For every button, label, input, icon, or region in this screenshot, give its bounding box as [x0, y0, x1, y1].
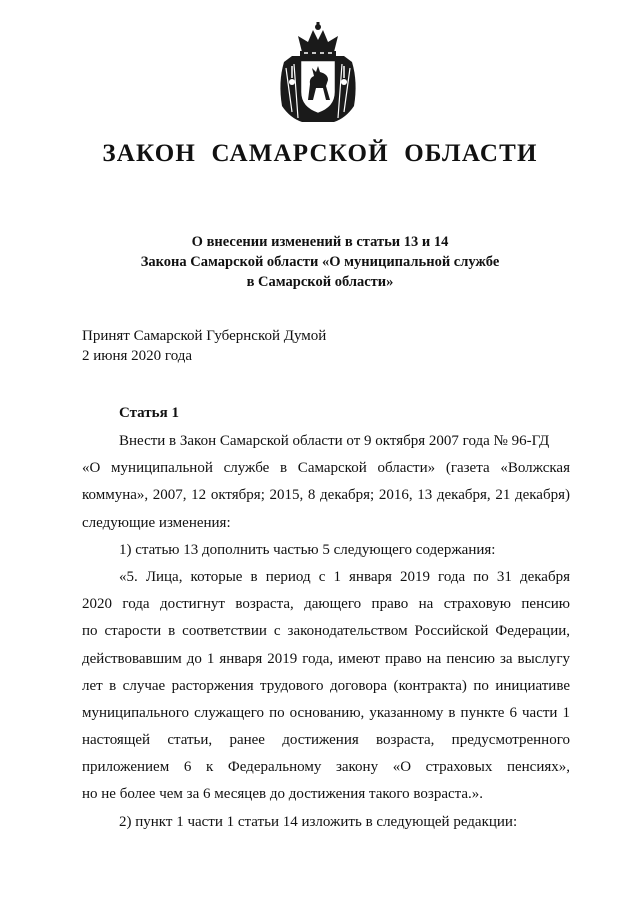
samara-coat-of-arms-icon: [276, 22, 360, 126]
law-subject: [60, 232, 580, 292]
adopted-by: Принят Самарской Губернской Думой: [82, 328, 327, 344]
law-title: ЗАКОН САМАРСКОЙ ОБЛАСТИ: [102, 140, 538, 167]
adopted-date: 2 июня 2020 года: [82, 348, 193, 364]
body-line: «О муниципальной службе в Самарской области» (газета «Волжская: [82, 460, 570, 477]
body-line: Внести в Закон Самарской области от 9 октября 2007 года № 96-ГД: [119, 433, 550, 449]
body-line: по старости в соответствии с законодательством Российской Федерации,: [82, 623, 570, 640]
body-line: настоящей статьи, ранее достижения возраста, предусмотренного: [82, 732, 570, 749]
subject-line: О внесении изменений в статьи 13 и 14: [191, 234, 449, 250]
article-body: [82, 428, 570, 836]
subject-line: Закона Самарской области «О муниципальной службе: [140, 254, 500, 270]
body-line: лет в случае расторжения трудового договора (контракта) по инициативе: [82, 677, 570, 694]
body-line: 1) статью 13 дополнить частью 5 следующего содержания:: [119, 541, 496, 558]
body-line: следующие изменения:: [82, 514, 231, 531]
adoption-block: [82, 326, 326, 366]
body-line: но не более чем за 6 месяцев до достижения такого возраста.».: [82, 786, 484, 803]
body-line: действовавшим до 1 января 2019 года, имеют право на пенсию за выслугу: [82, 650, 570, 667]
body-line: 2020 года достигнут возраста, дающего право на страховую пенсию: [82, 596, 570, 613]
subject-line: в Самарской области»: [246, 274, 394, 290]
body-line: «5. Лица, которые в период с 1 января 2019 года по 31 декабря: [119, 568, 570, 585]
body-line: муниципального служащего по основанию, указанному в пункте 6 части 1: [82, 704, 570, 721]
body-line: приложением 6 к Федеральному закону «О страховых пенсиях»,: [82, 759, 570, 776]
article-heading: Статья 1: [119, 405, 179, 421]
body-line: коммуна», 2007, 12 октября; 2015, 8 декабря; 2016, 13 декабря, 21 декабря): [82, 487, 570, 504]
body-line: 2) пункт 1 части 1 статьи 14 изложить в следующей редакции:: [119, 813, 518, 830]
